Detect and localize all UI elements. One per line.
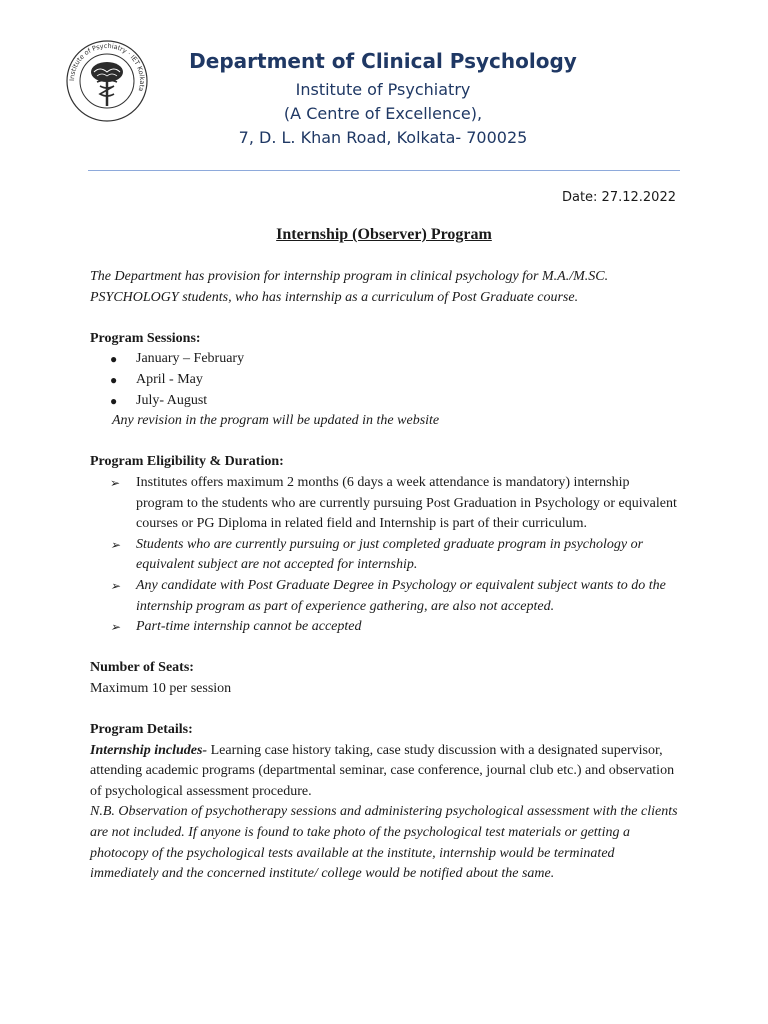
sessions-heading: Program Sessions:	[90, 330, 201, 346]
list-item: ➢ Part-time internship cannot be accepted	[90, 617, 680, 638]
letterhead	[150, 44, 616, 150]
document-title: Internship (Observer) Program	[276, 226, 492, 243]
bullet-icon: ●	[110, 352, 118, 367]
institute-logo	[64, 38, 150, 124]
list-item: ● January – February	[90, 349, 680, 370]
includes-text: Learning case history taking, case study discussion with a designated supervisor, attending academic programs (departmental seminar, case conference, journal club etc.) and observation of psychological assessment procedure.	[90, 742, 675, 799]
bullet-icon: ●	[110, 393, 118, 408]
arrow-bullet-icon: ➢	[110, 475, 121, 490]
sessions-note: Any revision in the program will be updated in the website	[112, 413, 440, 429]
svg-text:Institute of Psychiatry · IET: Institute of Psychiatry · IET Kolkata	[67, 41, 147, 93]
list-item: ➢ Students who are currently pursuing or just completed graduate program in psychology or equivalent subject are not accepted for internship.	[110, 536, 644, 573]
details-note: N.B. Observation of psychotherapy sessions and administering psychological assessment with the clients are not included. If anyone is found to take photo of the psychological test materials or getting a photocopy of the psychological tests available at the institute, internship would be terminated immediately and the concerned institute/ college would be notified about the same.	[90, 804, 678, 882]
arrow-bullet-icon: ➢	[110, 620, 121, 635]
institute-name: Institute of Psychiatry	[295, 80, 471, 99]
institute-tagline: (A Centre of Excellence),	[283, 104, 483, 123]
institute-address: 7, D. L. Khan Road, Kolkata- 700025	[238, 128, 528, 147]
department-name: Department of Clinical Psychology	[189, 49, 577, 73]
list-item: ➢ Any candidate with Post Graduate Degree in Psychology or equivalent subject wants to do the internship program as part of experience gathering, are also not accepted.	[110, 577, 666, 614]
list-item: ● April - May	[90, 370, 680, 391]
arrow-bullet-icon: ➢	[110, 537, 121, 552]
details-heading: Program Details:	[90, 722, 193, 738]
eligibility-heading: Program Eligibility & Duration:	[90, 454, 284, 470]
intro-paragraph: The Department has provision for internship program in clinical psychology for M.A./M.SC. PSYCHOLOGY students, who has internship as a curriculum of Post Graduate course.	[90, 269, 609, 305]
seats-heading: Number of Seats:	[90, 660, 194, 676]
seats-text: Maximum 10 per session	[90, 680, 232, 696]
header-divider	[88, 170, 680, 171]
document-body	[90, 267, 680, 885]
includes-label: Internship includes-	[90, 742, 208, 758]
list-item: ● July- August	[90, 391, 680, 412]
bullet-icon: ●	[110, 372, 118, 387]
list-item: ➢ Institutes offers maximum 2 months (6 days a week attendance is mandatory) internship program to the students who are currently pursuing Post Graduation in Psychology or equivalent courses or PG Diploma in related field and Internship is part of their curriculum.	[110, 474, 677, 532]
details-includes	[90, 741, 680, 803]
arrow-bullet-icon: ➢	[110, 578, 121, 593]
eligibility-list	[90, 473, 680, 638]
sessions-list	[90, 349, 680, 411]
document-date: Date: 27.12.2022	[561, 190, 676, 205]
